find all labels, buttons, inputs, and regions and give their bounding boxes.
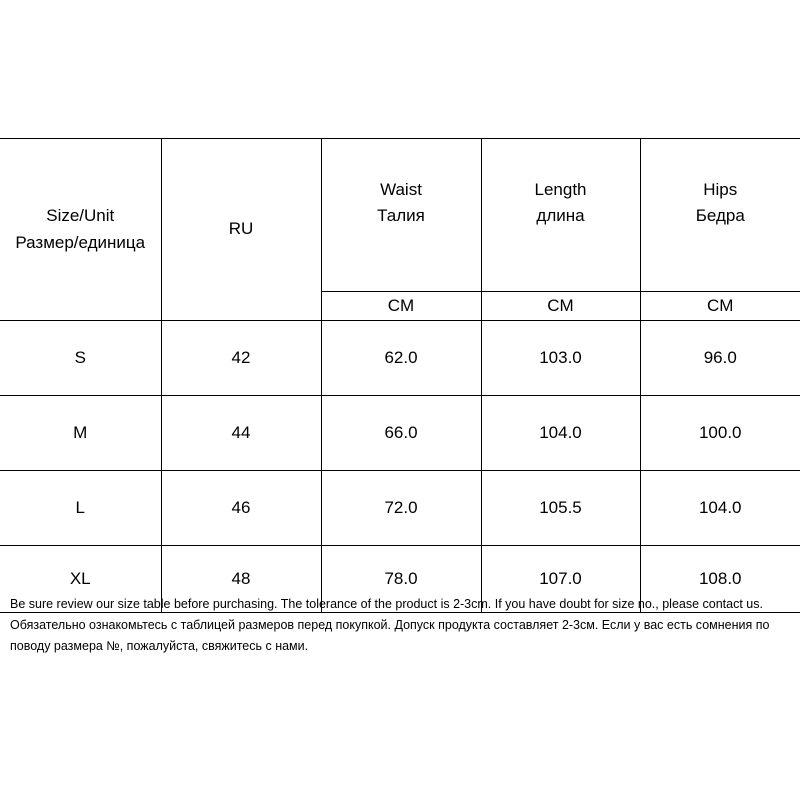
length-cell: 104.0 — [481, 396, 640, 471]
table-row — [0, 396, 800, 471]
ru-cell: 48 — [161, 546, 321, 613]
hips-header: Hips Бедра — [640, 139, 800, 292]
size-notes — [10, 594, 790, 657]
note-english: Be sure review our size table before purchasing. The tolerance of the product is 2-3cm. If you have doubt for size no., please contact us. — [10, 597, 763, 611]
ru-cell: 46 — [161, 471, 321, 546]
ru-header: RU — [161, 139, 321, 321]
table-header-row — [0, 139, 800, 292]
note-russian: Обязательно ознакомьтесь с таблицей размеров перед покупкой. Допуск продукта составляет 2-3см. Если у вас есть сомнения по поводу размера №, пожалуйста, свяжитесь с нами. — [10, 618, 770, 653]
size-cell: L — [0, 471, 161, 546]
size-cell: S — [0, 321, 161, 396]
ru-cell: 44 — [161, 396, 321, 471]
table-row — [0, 321, 800, 396]
length-cell: 107.0 — [481, 546, 640, 613]
size-table — [0, 138, 800, 613]
hips-unit: CM — [640, 292, 800, 321]
ru-cell: 42 — [161, 321, 321, 396]
length-header: Length длина — [481, 139, 640, 292]
hips-cell: 108.0 — [640, 546, 800, 613]
waist-cell: 78.0 — [321, 546, 481, 613]
waist-cell: 66.0 — [321, 396, 481, 471]
waist-header: Waist Талия — [321, 139, 481, 292]
size-cell: M — [0, 396, 161, 471]
waist-cell: 72.0 — [321, 471, 481, 546]
hips-cell: 100.0 — [640, 396, 800, 471]
waist-cell: 62.0 — [321, 321, 481, 396]
waist-unit: CM — [321, 292, 481, 321]
length-unit: CM — [481, 292, 640, 321]
size-cell: XL — [0, 546, 161, 613]
hips-cell: 104.0 — [640, 471, 800, 546]
length-cell: 103.0 — [481, 321, 640, 396]
size-unit-header: Size/Unit Размер/единица — [0, 139, 161, 321]
length-cell: 105.5 — [481, 471, 640, 546]
table-row — [0, 471, 800, 546]
hips-cell: 96.0 — [640, 321, 800, 396]
